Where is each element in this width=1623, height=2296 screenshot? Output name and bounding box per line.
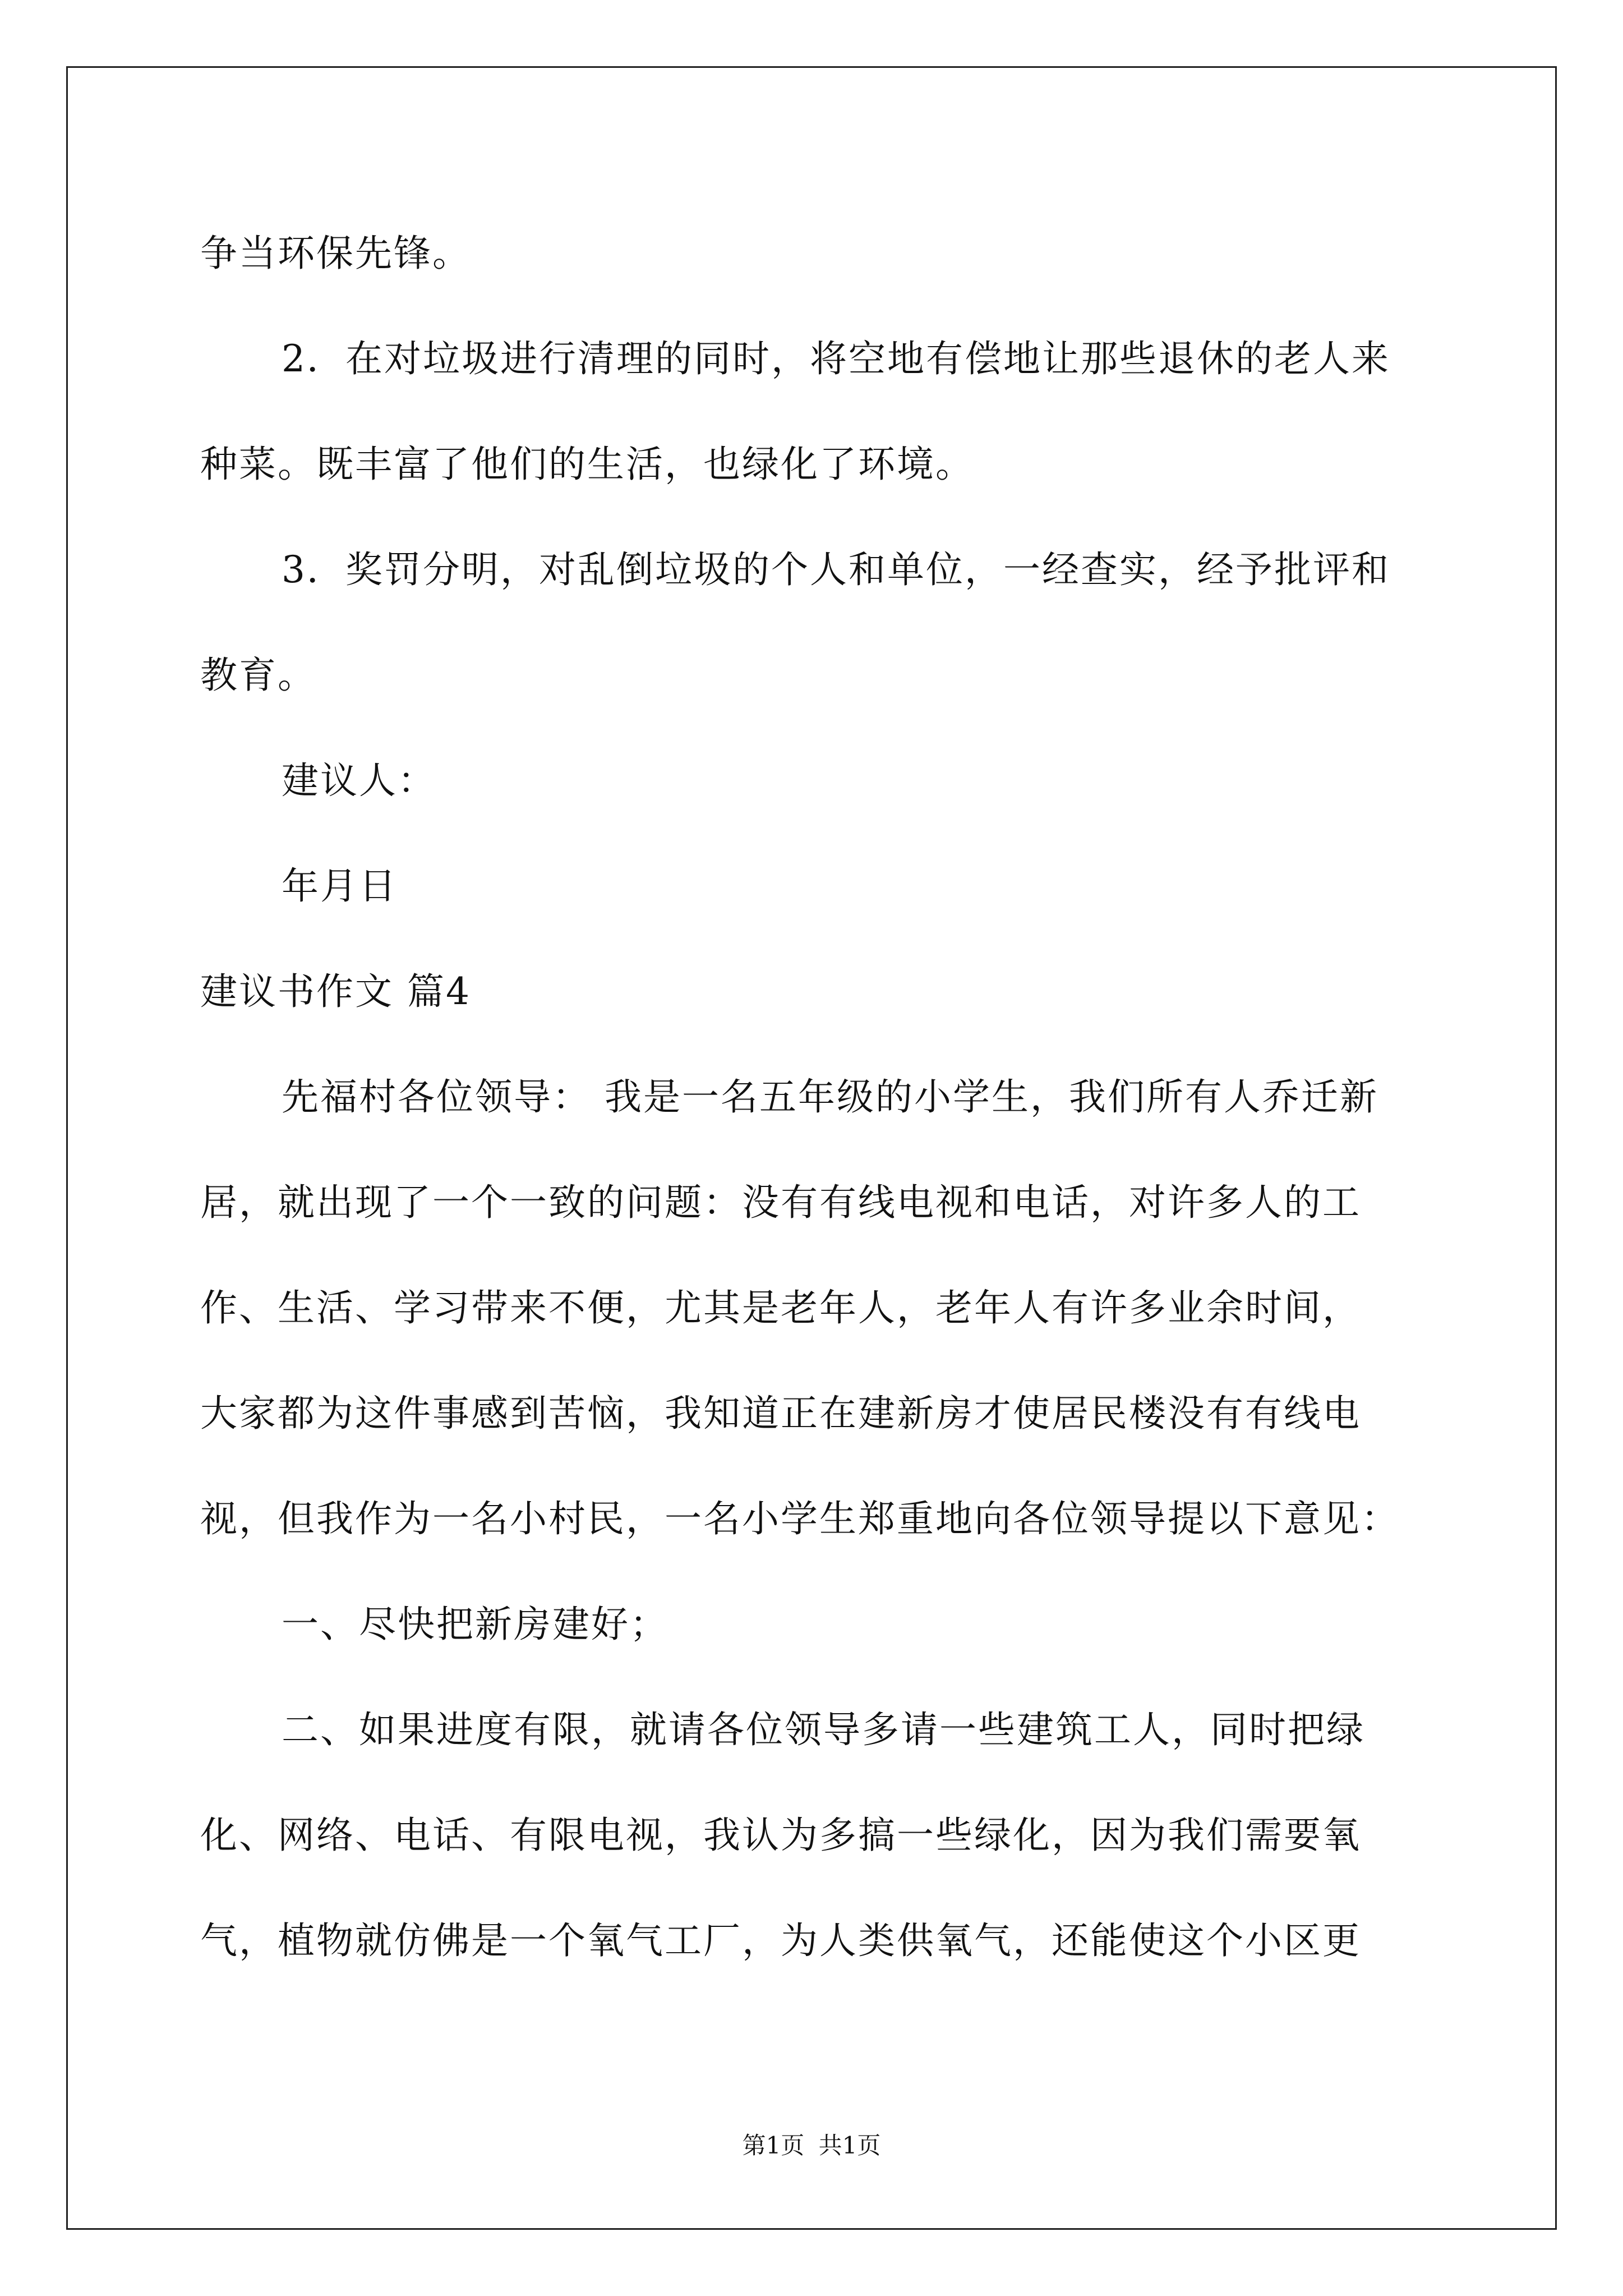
text-line: 气，植物就仿佛是一个氧气工厂，为人类供氧气，还能使这个小区更 [200, 1919, 1361, 1962]
text-line: 教育。 [200, 654, 316, 697]
text-line: 年月日 [282, 864, 398, 908]
text-line: 3．奖罚分明，对乱倒垃圾的个人和单位，一经查实，经予批评和 [282, 548, 1390, 591]
text-line: 视，但我作为一名小村民，一名小学生郑重地向各位领导提以下意见： [200, 1497, 1400, 1540]
text-line: 2．在对垃圾进行清理的同时，将空地有偿地让那些退休的老人来 [282, 337, 1390, 380]
text-line: 化、网络、电话、有限电视，我认为多搞一些绿化，因为我们需要氧 [200, 1814, 1361, 1857]
text-line: 一、尽快把新房建好； [282, 1603, 668, 1646]
text-line: 建议人： [282, 759, 436, 802]
page-footer [0, 2132, 1623, 2160]
page-total: 共1页 [818, 2132, 881, 2159]
text-line: 大家都为这件事感到苦恼，我知道正在建新房才使居民楼没有有线电 [200, 1392, 1361, 1435]
text-line: 二、如果进度有限，就请各位领导多请一些建筑工人，同时把绿 [282, 1708, 1365, 1751]
text-line: 争当环保先锋。 [200, 232, 471, 275]
text-line: 先福村各位领导： 我是一名五年级的小学生，我们所有人乔迁新 [282, 1075, 1378, 1119]
page-number: 第1页 [742, 2132, 805, 2159]
text-line: 种菜。既丰富了他们的生活，也绿化了环境。 [200, 443, 974, 486]
page-border [66, 66, 1557, 2230]
text-line: 作、生活、学习带来不便，尤其是老年人，老年人有许多业余时间， [200, 1286, 1361, 1329]
section-heading: 建议书作文 篇4 [200, 970, 471, 1013]
text-line: 居，就出现了一个一致的问题：没有有线电视和电话，对许多人的工 [200, 1181, 1361, 1224]
